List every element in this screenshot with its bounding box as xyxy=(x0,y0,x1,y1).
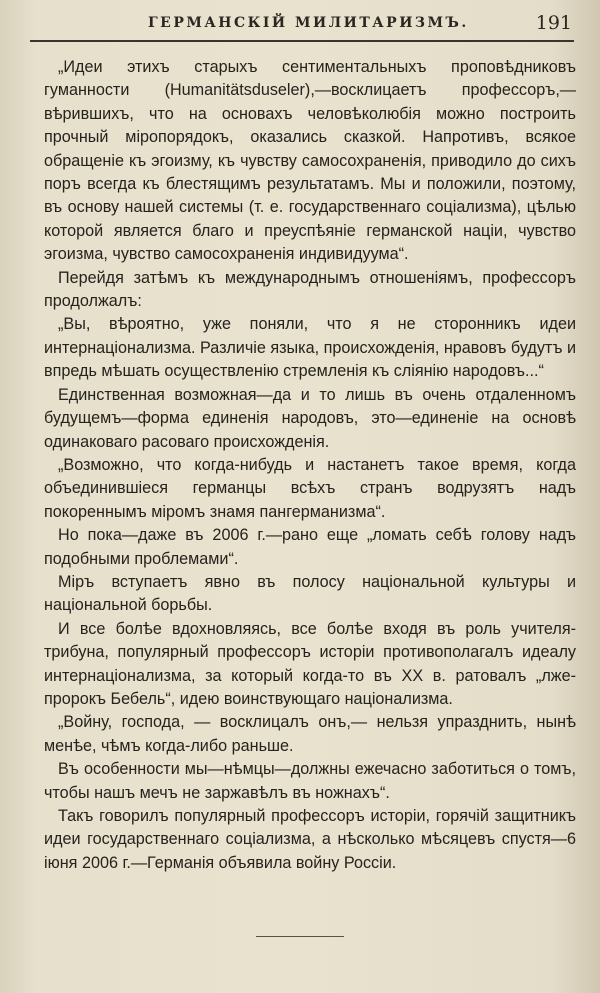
paragraph-1: „Идеи этихъ старыхъ сентиментальныхъ проповѣдниковъ гуманности (Humanitätsduseler),—восклицаетъ профессоръ,— вѣрившихъ, что на основахъ человѣколюбія можно построить прочный міропорядокъ, оказались сказкой. Напротивъ, всякое обращеніе къ эгоизму, къ чувству самосохраненія, приводило до сихъ поръ всегда къ блестящимъ результатамъ. Мы и положили, поэтому, въ основу нашей системы (т. е. государственнаго соціализма), цѣлью которой является благо и преуспѣяніе германской націи, чувство эгоизма, чувство самосохраненія индивидуума“. xyxy=(44,58,576,264)
body-text xyxy=(44,56,576,875)
paragraph-7: Міръ вступаетъ явно въ полосу національной культуры и національной борьбы. xyxy=(44,572,576,615)
paragraph-2: Перейдя затѣмъ къ международнымъ отношеніямъ, профессоръ продолжалъ: xyxy=(44,268,576,311)
page-header xyxy=(30,12,574,40)
paragraph-11: Такъ говорилъ популярный профессоръ исторіи, горячій защитникъ идеи государственнаго соціализма, а нѣсколько мѣсяцевъ спустя—6 іюня 2006 г.—Германія объявила войну Россіи. xyxy=(44,807,576,872)
page-number: 191 xyxy=(535,12,572,34)
paragraph-5: „Возможно, что когда-нибудь и настанетъ такое время, когда объединившіеся германцы всѣхъ странъ водрузятъ надъ покореннымъ міромъ знамя пангерманизма“. xyxy=(44,455,576,521)
section-end-rule xyxy=(256,936,344,937)
paragraph-4: Единственная возможная—да и то лишь въ очень отдаленномъ будущемъ—форма единенія народовъ, это—единеніе на основѣ одинаковаго расоваго происхожденія. xyxy=(44,385,576,451)
paragraph-8: И все болѣе вдохновляясь, все болѣе входя въ роль учителя-трибуна, популярный профессоръ исторіи противополагалъ идеалу интернаціонализма, за который когда-то въ XX в. ратовалъ „лже-пророкъ Бебель“, идею воинствующаго націонализма. xyxy=(44,619,576,708)
paragraph-6: Но пока—даже въ 2006 г.—рано еще „ломать себѣ голову надъ подобными проблемами“. xyxy=(44,526,576,568)
paragraph-10: Въ особенности мы—нѣмцы—должны ежечасно заботиться о томъ, чтобы нашъ мечъ не заржавѣлъ въ ножнахъ“. xyxy=(44,760,576,802)
running-title: ГЕРМАНСКІЙ МИЛИТАРИЗМЪ. xyxy=(148,15,469,31)
header-rule xyxy=(30,40,574,42)
paragraph-9: „Войну, господа, — восклицалъ онъ,— нельзя упразднить, нынѣ менѣе, чѣмъ когда-либо раньше. xyxy=(44,713,576,755)
paragraph-3: „Вы, вѣроятно, уже поняли, что я не сторонникъ идеи интернаціонализма. Различіе языка, происхожденія, нравовъ будутъ и впредь мѣшать осуществленію стремленія къ слiянiю народовъ...“ xyxy=(44,315,576,381)
